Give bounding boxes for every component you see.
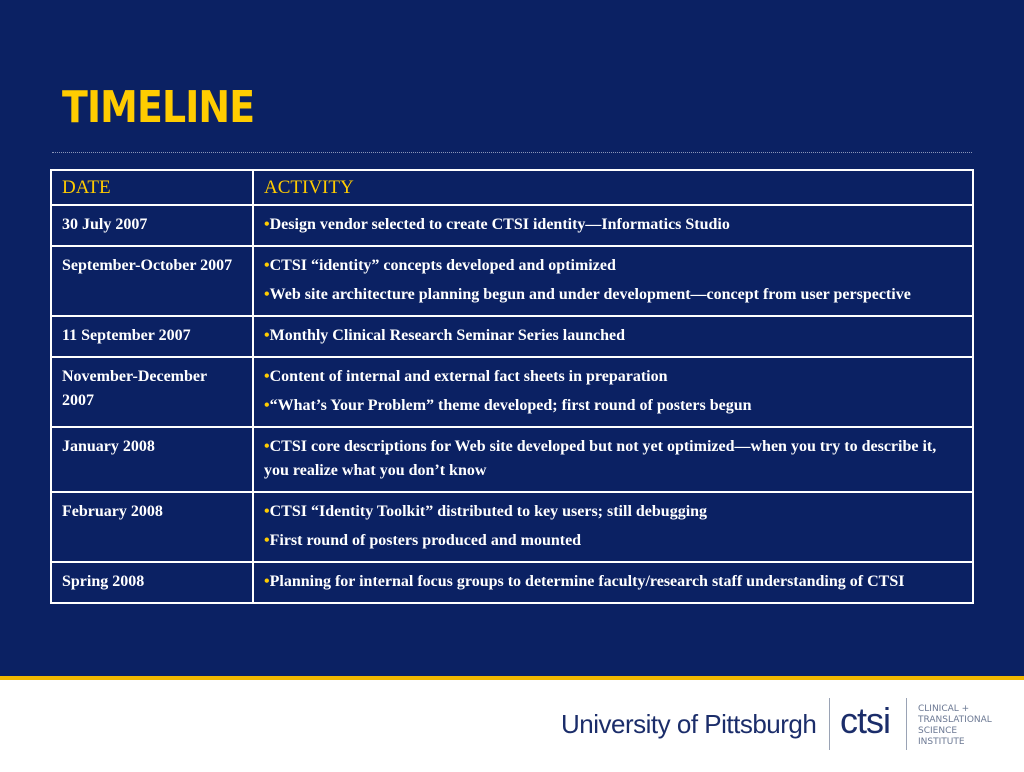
activity-cell xyxy=(253,562,973,603)
ctsi-logo: ctsi xyxy=(840,700,890,741)
activity-item xyxy=(264,213,962,237)
activity-cell xyxy=(253,427,973,492)
activity-text: “What’s Your Problem” theme developed; first round of posters begun xyxy=(269,397,752,414)
date-cell: November-December 2007 xyxy=(51,357,253,427)
activity-text: Planning for internal focus groups to determine faculty/research staff understanding of CTSI xyxy=(269,573,905,590)
activity-text: Design vendor selected to create CTSI identity—Informatics Studio xyxy=(269,216,730,233)
bullet-icon: • xyxy=(264,327,270,344)
activity-item xyxy=(264,394,962,418)
ctsi-tagline xyxy=(918,704,1018,748)
activity-cell xyxy=(253,316,973,357)
bullet-icon: • xyxy=(264,397,270,414)
date-cell: Spring 2008 xyxy=(51,562,253,603)
activity-text: Content of internal and external fact sheets in preparation xyxy=(269,368,668,385)
date-cell: February 2008 xyxy=(51,492,253,562)
column-header-date: DATE xyxy=(51,170,253,205)
activity-item xyxy=(264,283,962,307)
tagline-line: SCIENCE xyxy=(918,726,958,736)
timeline-table xyxy=(50,169,974,604)
activity-text: First round of posters produced and mounted xyxy=(269,532,582,549)
activity-text: Monthly Clinical Research Seminar Series launched xyxy=(269,327,626,344)
slide-title: TIMELINE xyxy=(62,82,255,133)
activity-text: CTSI “Identity Toolkit” distributed to key users; still debugging xyxy=(269,503,708,520)
activity-item xyxy=(264,500,962,524)
bullet-icon: • xyxy=(264,216,270,233)
footer xyxy=(0,676,1024,772)
activity-item xyxy=(264,324,962,348)
activity-text: CTSI “identity” concepts developed and optimized xyxy=(269,257,616,274)
activity-cell xyxy=(253,205,973,246)
table-row xyxy=(51,427,973,492)
table-row xyxy=(51,246,973,316)
table-row xyxy=(51,492,973,562)
activity-cell xyxy=(253,246,973,316)
activity-item xyxy=(264,435,962,483)
activity-cell xyxy=(253,357,973,427)
logo-divider xyxy=(906,698,907,750)
activity-item xyxy=(264,570,962,594)
table-header-row xyxy=(51,170,973,205)
column-header-activity: ACTIVITY xyxy=(253,170,973,205)
activity-item xyxy=(264,254,962,278)
date-cell: 30 July 2007 xyxy=(51,205,253,246)
activity-cell xyxy=(253,492,973,562)
bullet-icon: • xyxy=(264,286,270,303)
title-divider xyxy=(52,152,972,153)
bullet-icon: • xyxy=(264,257,270,274)
tagline-line: INSTITUTE xyxy=(918,737,965,747)
bullet-icon: • xyxy=(264,503,270,520)
date-cell: 11 September 2007 xyxy=(51,316,253,357)
logo-divider xyxy=(829,698,830,750)
table-row xyxy=(51,205,973,246)
table-row xyxy=(51,357,973,427)
date-cell: January 2008 xyxy=(51,427,253,492)
activity-text: CTSI core descriptions for Web site developed but not yet optimized—when you try to describe it, you realize what you don’t know xyxy=(264,438,937,479)
bullet-icon: • xyxy=(264,368,270,385)
tagline-line: TRANSLATIONAL xyxy=(918,715,992,725)
activity-text: Web site architecture planning begun and under development—concept from user perspective xyxy=(269,286,911,303)
activity-item xyxy=(264,529,962,553)
bullet-icon: • xyxy=(264,438,270,455)
date-cell: September-October 2007 xyxy=(51,246,253,316)
table-row xyxy=(51,562,973,603)
university-logo: University of Pittsburgh xyxy=(561,709,817,739)
bullet-icon: • xyxy=(264,532,270,549)
table-row xyxy=(51,316,973,357)
tagline-line: CLINICAL + xyxy=(918,704,970,714)
bullet-icon: • xyxy=(264,573,270,590)
activity-item xyxy=(264,365,962,389)
